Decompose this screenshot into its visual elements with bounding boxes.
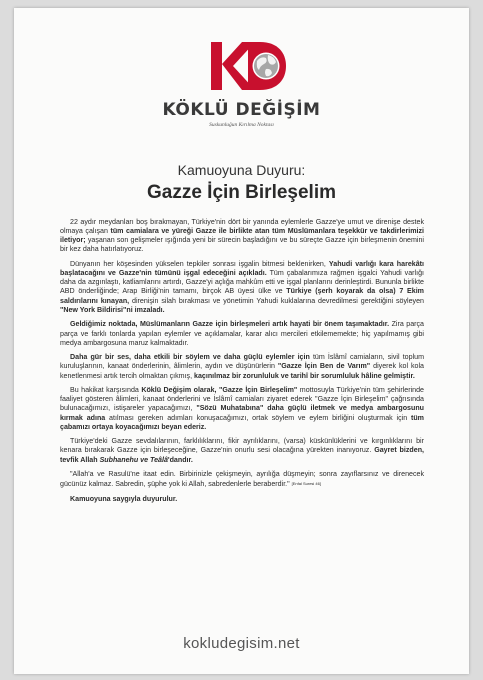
paragraph: [60, 437, 424, 464]
text-run: Kamuoyuna saygıyla duyurulur.: [70, 494, 178, 503]
text-run: Daha gür bir ses, daha etkili bir söylem ve daha güçlü eylemler için: [70, 353, 310, 362]
text-run: 'dandır.: [167, 455, 193, 464]
paragraph: [60, 495, 424, 504]
website-link[interactable]: kokludegisim.net: [183, 635, 300, 652]
text-run: Türkiye'deki Gazze sevdalılarının, farklılıklarını, fikir ayrılıklarını, (varsa) küskünlüklerini ve kırgınlıklarını bir kenara bırakarak Gazze için birleşeceğine, Gazze'nin onurlu sesi olacağına yürekten inanıyoruz.: [60, 437, 424, 455]
text-run: 22 aydır meydanları boş bırakmayan, Türkiye'nin dört bir yanında eylemlerle Gazze'ye umut ve direnişe destek olmaya çalışan: [60, 218, 424, 236]
text-run: Türkiye (şerh koyarak da olsa) 7 Ekim saldırılarını kınayan,: [60, 287, 424, 305]
text-run: "Allah'a ve Rasulü'ne itaat edin. Birbirinizle çekişmeyin, ayrılığa düşmeyin; sonra zayıflarsınız ve direnecek gücünüz kalmaz. Sabredin, şüphe yok ki Allah, sabredenlerle beraberdir.": [60, 470, 424, 489]
text-run: diyerek kol kola kenetlenmesi artık tercih olmaktan çıkmış,: [60, 362, 424, 380]
text-run: Dünyanın her köşesinden yükselen tepkiler sonrası işgalin bitmesi beklenirken,: [70, 260, 329, 269]
brand-tagline: Suskunluğun Kırılma Noktası: [209, 122, 274, 128]
notice-kicker: Kamuoyuna Duyuru:: [177, 162, 306, 178]
text-run: Subhanehu ve Teâlâ: [99, 455, 168, 464]
paragraph: [60, 320, 424, 347]
text-run: Bu hakikat karşısında: [70, 386, 142, 395]
text-run: tüm çabamızı ortaya koyacağımızı beyan ederiz.: [60, 413, 424, 431]
announcement-body: [60, 218, 424, 509]
text-run: atılması gereken adımları konuşacağımızı, ortak söylem ve eylem birliğini oluşturmak için: [105, 413, 411, 422]
paragraph: [60, 470, 424, 489]
paragraph: [60, 353, 424, 380]
text-run: kaçınılmaz bir zorunluluk ve tarihî bir sorumluluk hâline gelmiştir.: [194, 371, 415, 380]
brand-name: KÖKLÜ DEĞİŞİM: [162, 100, 321, 120]
text-run: yaşanan son gelişmeler ışığında yeni bir sürecin başladığını ve bu süreçte Gazze için birleşmenin önemini bir kez daha hatırlatıyoruz.: [60, 236, 424, 254]
paragraph: [60, 218, 424, 255]
text-run: tüm İslâmî camiaların, sivil toplum kuruluşlarının, kanaat önderlerinin, âlimlerin, aydın ve düşünürlerin: [60, 353, 425, 371]
paragraph: [60, 260, 424, 315]
document-page: [14, 8, 469, 674]
text-run: "Sözü Muhatabına" daha güçlü iletmek ve medya ambargosunu kırmak adına: [60, 404, 424, 422]
text-run: "New York Bildirisi"ni imzaladı.: [60, 305, 165, 314]
notice-title: Gazze İçin Birleşelim: [146, 182, 337, 203]
text-run: Zira parça parça ve farklı tonlarda yapılan eylemler ve açıklamalar, karar alıcı mercileri etkilememekte; hiç yapılmamış gibi medya ambargosuna maruz kalmaktadır.: [60, 320, 424, 347]
text-run: Geldiğimiz noktada, Müslümanların Gazze için birleşmeleri artık hayati bir önem taşımaktadır.: [70, 320, 390, 329]
text-run: direnişin silah bırakması ve yönetimin Yahudi kuklalarına devredilmesi gerektiğini söyleyen: [129, 296, 424, 305]
text-run: "Gazze İçin Ben de Varım": [277, 362, 371, 371]
text-run: tüm camialara ve yüreği Gazze ile birlikte atan tüm Müslümanlara teşekkür ve takdirlerimizi iletiyor;: [60, 227, 424, 245]
verse-reference: [Enfal Suresi 46]: [291, 481, 321, 487]
text-run: mottosuyla Türkiye'nin tüm şehirlerinde faaliyet gösteren âlimleri, kanaat önderlerini ve İslâmî camiaları ziyaret ederek "Gazze İçin Birleşelim" çağrısında bulunacağımızı, istişareler yapacağımızı,: [60, 386, 424, 413]
text-run: Köklü Değişim olarak, "Gazze İçin Birleşelim": [141, 386, 298, 395]
text-run: Gayret bizden, tevfik Allah: [60, 446, 424, 464]
paragraph: [60, 386, 424, 432]
kd-logo-icon: [208, 40, 288, 92]
text-run: Yahudi varlığı kara harekâtı başlatacağını ve Gazze'nin tümünü işgal edeceğini açıkladı.: [60, 260, 425, 278]
text-run: Tüm çabalarımıza rağmen işgalci Yahudi varlığı daha da azgınlaştı, katliamlarını artırdı, Gazze'yi açlığa mahkûm etti ve işgal planlarını derinleştirdi. Bununla birlikte ABD önderliğinde; Arap Birliği'nin tamamı, birçok AB üyesi ülke ve: [60, 269, 425, 296]
